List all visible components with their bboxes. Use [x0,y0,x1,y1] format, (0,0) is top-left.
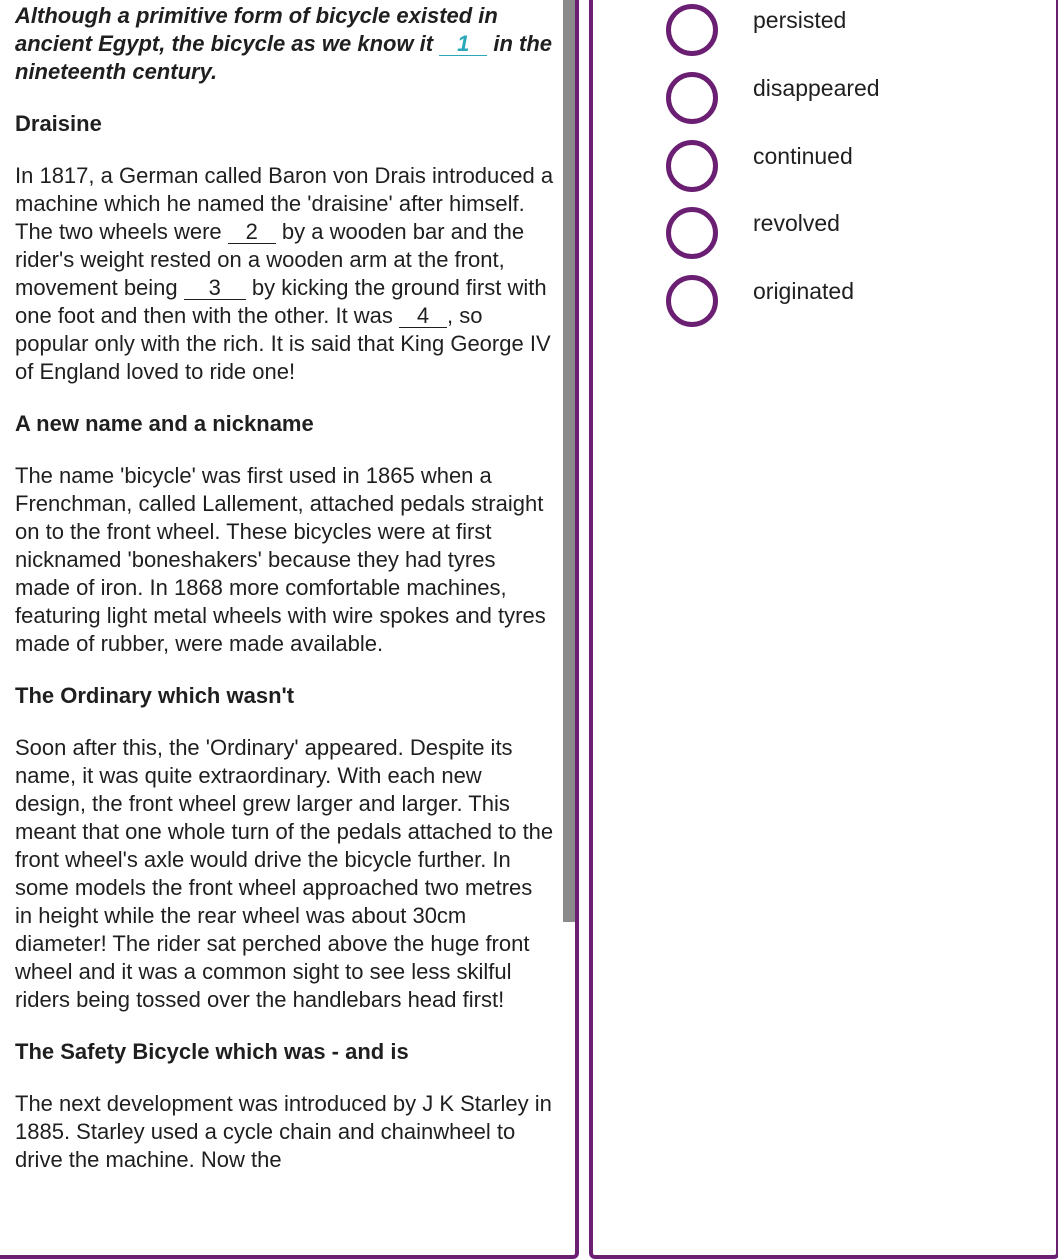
radio-circle-icon[interactable] [666,275,718,327]
gap-4[interactable]: 4 [399,305,447,328]
option-revolved[interactable] [666,207,840,259]
option-persisted[interactable] [666,4,847,56]
option-label: originated [753,278,855,304]
section-heading-draisine: Draisine [15,111,102,136]
option-label: disappeared [753,75,880,101]
radio-circle-icon[interactable] [666,72,718,124]
radio-circle-icon[interactable] [666,140,718,192]
gap-3[interactable]: 3 [184,277,246,300]
draisine-text-part-3: by kicking the ground first with one foot and then with the other. It was [15,275,547,328]
draisine-text-part-2: by a wooden bar and the rider's weight rested on a wooden arm at the front, movement being [15,219,525,300]
section-heading-new-name: A new name and a nickname [15,411,314,436]
passage-content [15,2,555,1174]
option-label: revolved [753,210,840,236]
draisine-text-part-4: , so popular only with the rich. It is said that King George IV of England loved to ride one! [15,303,551,384]
option-label: persisted [753,7,847,33]
intro-text-before: Although a primitive form of bicycle existed in ancient Egypt, the bicycle as we know it [15,3,498,56]
radio-circle-icon[interactable] [666,4,718,56]
section-paragraph-draisine [15,162,555,386]
section-paragraph-ordinary: Soon after this, the 'Ordinary' appeared. Despite its name, it was quite extraordinary. With each new design, the front wheel grew larger and larger. This meant that one whole turn of the pedals attached to the front wheel's axle would drive the bicycle further. In some models the front wheel approached two metres in height while the rear wheel was about 30cm diameter! The rider sat perched above the huge front wheel and it was a common sight to see less skilful riders being tossed over the handlebars head first! [15,735,554,1012]
section-heading-safety-bicycle: The Safety Bicycle which was - and is [15,1039,409,1064]
options-panel [589,0,1058,1259]
gap-1[interactable]: 1 [439,33,487,56]
section-paragraph-safety-bicycle: The next development was introduced by J K Starley in 1885. Starley used a cycle chain and chainwheel to drive the machine. Now the [15,1091,552,1172]
intro-text-after: in the nineteenth century. [15,31,553,84]
section-paragraph-new-name: The name 'bicycle' was first used in 1865 when a Frenchman, called Lallement, attached pedals straight on to the front wheel. These bicycles were at first nicknamed 'boneshakers' because they had tyres made of iron. In 1868 more comfortable machines, featuring light metal wheels with wire spokes and tyres made of rubber, were made available. [15,463,546,656]
option-continued[interactable] [666,140,853,192]
radio-circle-icon[interactable] [666,207,718,259]
passage-scrollbar[interactable] [563,0,575,922]
draisine-text-part-1: In 1817, a German called Baron von Drais introduced a machine which he named the 'draisine' after himself. The two wheels were [15,163,554,244]
option-originated[interactable] [666,275,855,327]
option-label: continued [753,143,853,169]
option-disappeared[interactable] [666,72,880,124]
gap-2[interactable]: 2 [228,221,276,244]
intro-paragraph [15,2,555,86]
section-heading-ordinary: The Ordinary which wasn't [15,683,295,708]
